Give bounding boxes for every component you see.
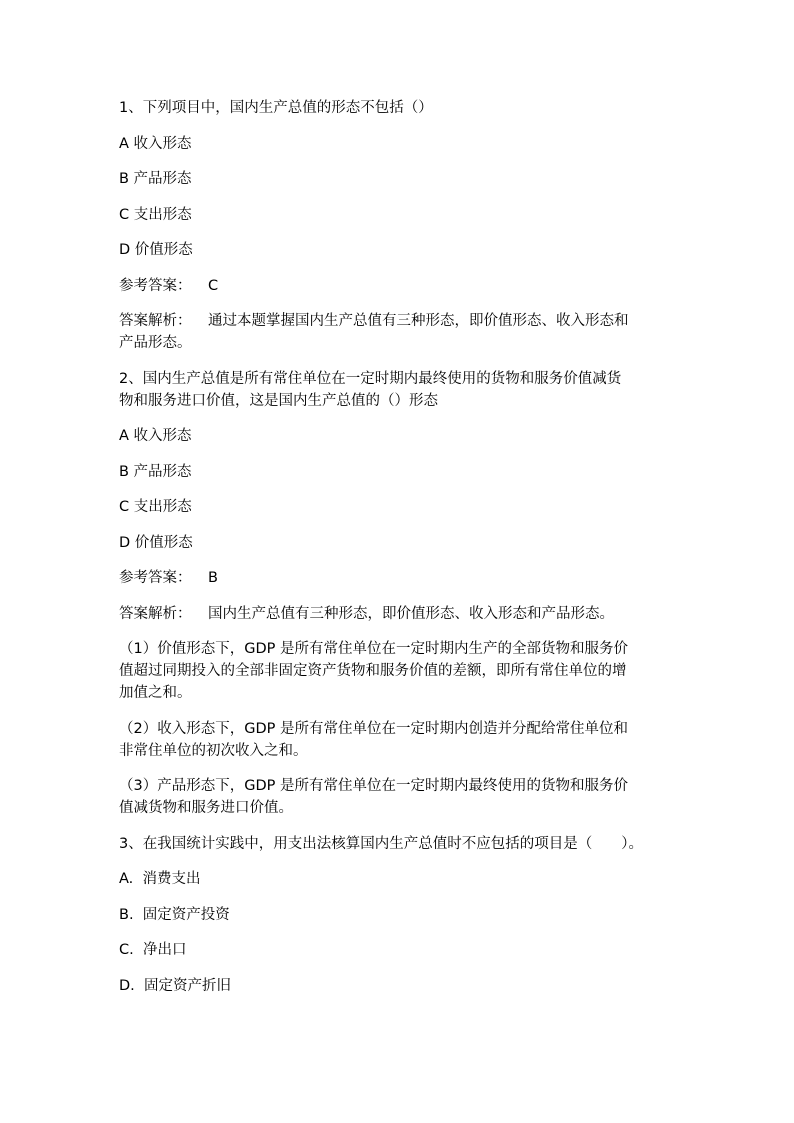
q2-answer-label: 参考答案：	[119, 570, 192, 586]
q1-stem: 1、下列项目中，国内生产总值的形态不包括（）	[119, 100, 433, 116]
q2-analysis	[119, 603, 694, 625]
q2-option-d: D 价值形态	[119, 534, 193, 551]
q3-stem: 3、在我国统计实践中，用支出法核算国内生产总值时不应包括的项目是（ ）。	[119, 835, 643, 852]
q2-analysis-text: 国内生产总值有三种形态，即价值形态、收入形态和产品形态。	[208, 605, 614, 622]
q2-point-1-line3: 加值之和。	[119, 685, 192, 701]
q2-point-3-line1: （3）产品形态下，GDP 是所有常住单位在一定时期内最终使用的货物和服务价	[119, 778, 628, 794]
q1-answer-label: 参考答案：	[119, 277, 192, 294]
q1-analysis-text-cont: 产品形态。	[119, 335, 192, 351]
q2-analysis-label: 答案解析：	[119, 605, 192, 622]
q2-answer	[119, 567, 694, 589]
q1-analysis	[119, 310, 694, 354]
q1-option-b: B 产品形态	[119, 171, 192, 187]
q2-point-3	[119, 775, 694, 819]
q2-stem-line1: 2、国内生产总值是所有常住单位在一定时期内最终使用的货物和服务价值减货	[119, 370, 622, 387]
q1-analysis-label: 答案解析：	[119, 313, 192, 329]
q3-option-c: C. 净出口	[119, 942, 187, 958]
q2-stem-line2: 物和服务进口价值，这是国内生产总值的（）形态	[119, 392, 438, 409]
q3-option-b: B. 固定资产投资	[119, 906, 230, 923]
q2-option-c: C 支出形态	[119, 499, 192, 515]
q1-option-c: C 支出形态	[119, 206, 192, 223]
q2-point-3-line2: 值减货物和服务进口价值。	[119, 800, 293, 816]
q2-point-1-line2: 值超过同期投入的全部非固定资产货物和服务价值的差额，即所有常住单位的增	[119, 663, 627, 679]
q2-point-2	[119, 718, 694, 762]
q1-option-a: A 收入形态	[119, 135, 192, 152]
q2-option-b: B 产品形态	[119, 463, 192, 480]
q2-point-1-line1: （1）价值形态下，GDP 是所有常住单位在一定时期内生产的全部货物和服务价	[119, 641, 628, 657]
q2-answer-value: B	[208, 570, 218, 586]
q3-option-d: D. 固定资产折旧	[119, 977, 231, 994]
q2-point-2-line1: （2）收入形态下，GDP 是所有常住单位在一定时期内创造并分配给常住单位和	[119, 720, 628, 737]
q2-point-2-line2: 非常住单位的初次收入之和。	[119, 742, 308, 759]
document-page	[119, 97, 694, 1010]
q2-point-1	[119, 638, 694, 704]
q2-stem	[119, 368, 694, 412]
q1-option-d: D 价值形态	[119, 242, 193, 258]
q1-answer-value: C	[208, 277, 219, 294]
q1-analysis-text: 通过本题掌握国内生产总值有三种形态，即价值形态、收入形态和	[208, 313, 629, 329]
q1-answer	[119, 275, 694, 297]
q2-option-a: A 收入形态	[119, 428, 192, 444]
q3-option-a: A. 消费支出	[119, 871, 201, 887]
